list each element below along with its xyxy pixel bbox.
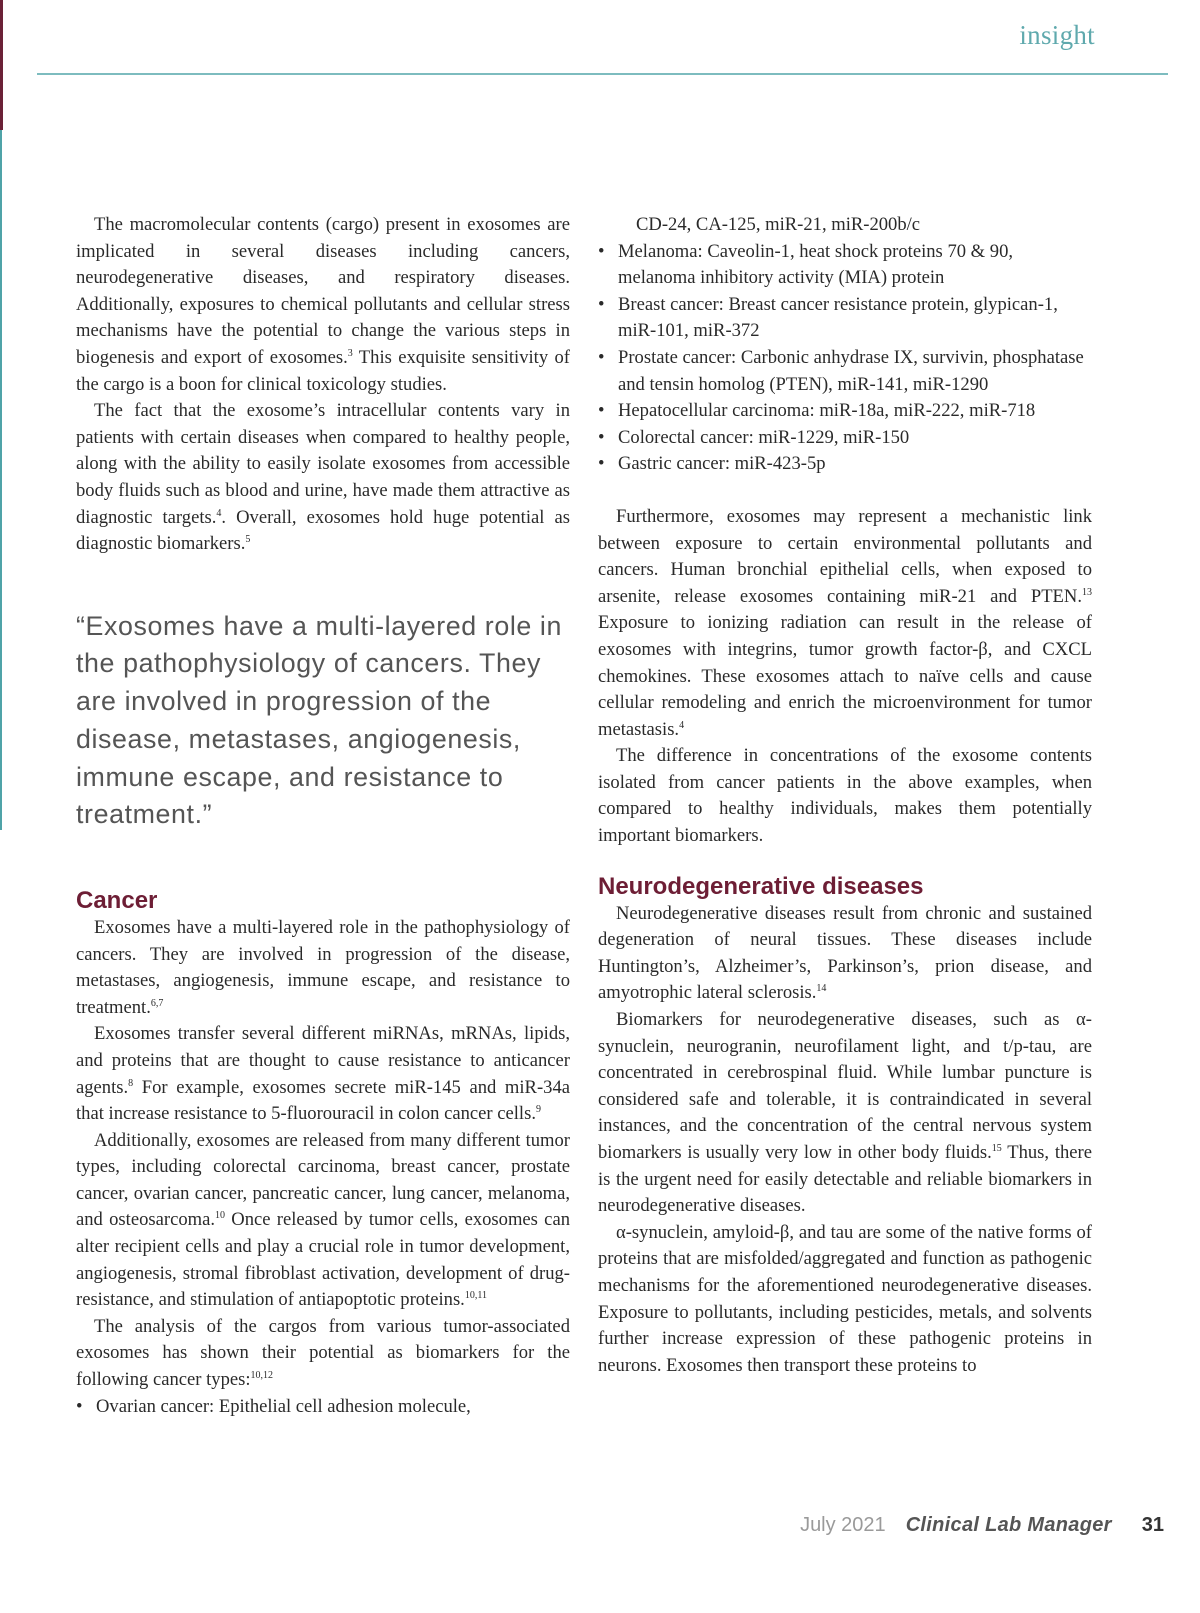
pull-quote: “Exosomes have a multi-layered role in the pathophysiology of cancers. They are involved in progression of the disease, metastases, angiogenesis, immune escape, and resistance to treatment.” bbox=[76, 610, 562, 830]
neuro-paragraph-1: Neurodegenerative diseases result from chronic and sustained degeneration of neural tissues. These diseases include Huntington’s, Alzheimer’s, Parkinson’s, prion disease, and amyotrophic lateral sclerosis.$^{14}$ bbox=[598, 902, 1092, 1004]
intro-paragraph-1: The macromolecular contents (cargo) present in exosomes are implicated in several diseases including cancers, neurodegenerative diseases, and respiratory diseases. Additionally, exposures to chemical pollutants and cellular stress mechanisms have the potential to change the various steps in biogenesis and export of exosomes.$^3$ This exquisite sensitivity of the cargo is a boon for clinical toxicology studies. bbox=[76, 214, 570, 395]
cancer-paragraph-1: Exosomes have a multi-layered role in the pathophysiology of cancers. They are involved in progression of the disease, metastases, angiogenesis, immune escape, and resistance to treatment.$^{6,7}$ bbox=[76, 916, 570, 1018]
list-item: • Prostate cancer: Carbonic anhydrase IX, survivin, phosphatase and tensin homolog (PTEN), miR-141, miR-1290 bbox=[598, 345, 1092, 398]
edge-accent-maroon bbox=[0, 0, 3, 130]
list-item-continuation: CD-24, CA-125, miR-21, miR-200b/c bbox=[636, 214, 921, 235]
header-divider bbox=[37, 73, 1168, 75]
edge-accent-teal bbox=[0, 130, 2, 830]
section-tag: insight bbox=[1019, 20, 1095, 50]
neuro-paragraph-3: α-synuclein, amyloid-β, and tau are some of the native forms of proteins that are misfolded/aggregated and function as pathogenic mechanisms for the aforementioned neurodegenerative diseases. Exposure to pollutants, including pesticides, metals, and solvents further increase expression of these pathogenic proteins in neurons. Exosomes then transport these proteins to bbox=[598, 1221, 1092, 1376]
magazine-name: Clinical Lab Manager bbox=[905, 1514, 1112, 1536]
biomarker-list bbox=[598, 239, 1092, 478]
list-item: • Breast cancer: Breast cancer resistance protein, glypican-1, miR-101, miR-372 bbox=[598, 292, 1092, 345]
pollutant-paragraph-2: The difference in concentrations of the exosome contents isolated from cancer patients in the above examples, when compared to healthy individuals, makes them potentially important biomarkers. bbox=[598, 745, 1092, 847]
heading-neurodegenerative: Neurodegenerative diseases bbox=[598, 872, 924, 900]
page-number: 31 bbox=[1141, 1514, 1164, 1536]
right-column bbox=[598, 212, 1092, 1379]
list-item: • Melanoma: Caveolin-1, heat shock proteins 70 & 90, melanoma inhibitory activity (MIA) protein bbox=[598, 239, 1092, 292]
list-item: • Colorectal cancer: miR-1229, miR-150 bbox=[598, 425, 1092, 452]
list-item: • Gastric cancer: miR-423-5p bbox=[598, 451, 1092, 478]
page-footer bbox=[800, 1514, 1164, 1537]
cancer-paragraph-2: Exosomes transfer several different miRNAs, mRNAs, lipids, and proteins that are thought to cause resistance to anticancer agents.$^8$ For example, exosomes secrete miR-145 and miR-34a that increase resistance to 5-fluorouracil in colon cancer cells.$^9$ bbox=[76, 1023, 570, 1125]
cancer-paragraph-3: Additionally, exosomes are released from many different tumor types, including colorectal carcinoma, breast cancer, prostate cancer, ovarian cancer, pancreatic cancer, lung cancer, melanoma, and osteosarcoma.$^{10}$ Once released by tumor cells, exosomes can alter recipient cells and play a crucial role in tumor development, angiogenesis, stromal fibroblast activation, development of drug-resistance, and stimulation of antiapoptotic proteins.$^{10,11}$ bbox=[76, 1129, 570, 1311]
intro-paragraph-2: The fact that the exosome’s intracellular contents vary in patients with certain diseases when compared to healthy people, along with the ability to easily isolate exosomes from accessible body fluids such as blood and urine, have made them attractive as diagnostic targets.$^4$. Overall, exosomes hold huge potential as diagnostic biomarkers.$^5$ bbox=[76, 400, 570, 555]
issue-date: July 2021 bbox=[800, 1514, 886, 1536]
biomarker-list-start bbox=[76, 1394, 570, 1421]
pollutant-paragraph-1: Furthermore, exosomes may represent a mechanistic link between exposure to certain environmental pollutants and cancers. Human bronchial epithelial cells, when exposed to arsenite, release exosomes containing miR-21 and PTEN.$^{13}$ Exposure to ionizing radiation can result in the release of exosomes with integrins, tumor growth factor-β, and CXCL chemokines. These exosomes attach to naïve cells and cause cellular remodeling and enrich the microenvironment for tumor metastasis.$^4$ bbox=[598, 505, 1092, 740]
neuro-paragraph-2: Biomarkers for neurodegenerative diseases, such as α-synuclein, neurogranin, neurofilament light, and t/p-tau, are concentrated in cerebrospinal fluid. While lumbar puncture is considered safe and tolerable, it is contraindicated in several instances, and the concentration of the central nervous system biomarkers is usually very low in other body fluids.$^{15}$ Thus, there is the urgent need for easily detectable and reliable biomarkers in neurodegenerative diseases. bbox=[598, 1009, 1092, 1217]
cancer-paragraph-4: The analysis of the cargos from various tumor-associated exosomes has shown their potential as biomarkers for the following cancer types:$^{10,12}$ bbox=[76, 1315, 570, 1391]
heading-cancer: Cancer bbox=[76, 886, 158, 914]
left-column bbox=[76, 212, 570, 1420]
list-item: • Ovarian cancer: Epithelial cell adhesion molecule, bbox=[76, 1394, 570, 1421]
list-item: • Hepatocellular carcinoma: miR-18a, miR-222, miR-718 bbox=[598, 398, 1092, 425]
